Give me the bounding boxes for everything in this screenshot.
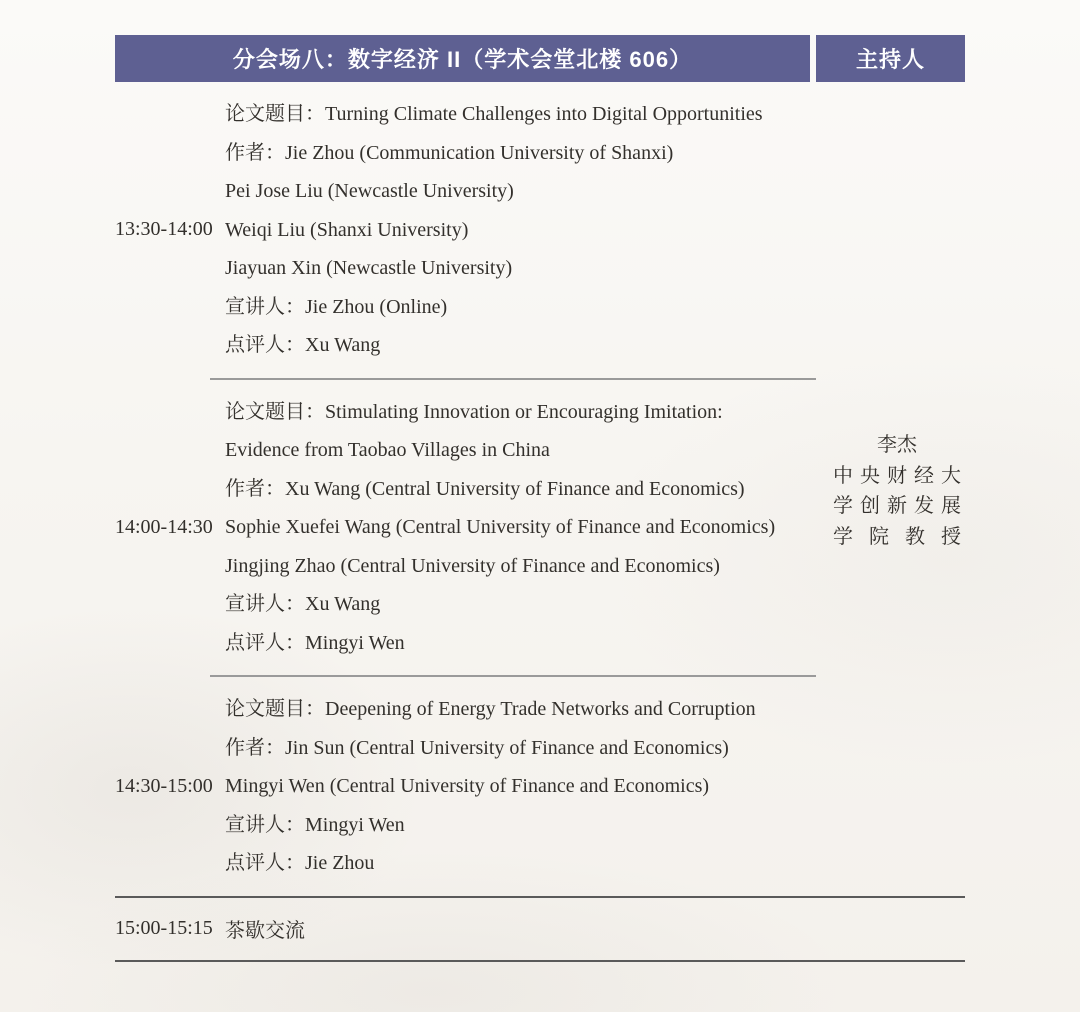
section-divider	[115, 960, 965, 962]
authors-line: 作者：Xu Wang (Central University of Finance and Economics)	[225, 477, 745, 500]
author-line: Sophie Xuefei Wang (Central University of Finance and Economics)	[225, 516, 776, 538]
session-title-bar	[115, 35, 810, 82]
moderator-header-label: 主持人	[855, 47, 925, 72]
moderator-affiliation-line: 学创新发展	[833, 495, 961, 517]
author-line: Jiayuan Xin (Newcastle University)	[225, 257, 513, 279]
discussant-line: 点评人：Jie Zhou	[225, 852, 375, 874]
presenter-line: 宣讲人：Jie Zhou (Online)	[225, 295, 448, 318]
tea-break-label: 茶歇交流	[225, 920, 305, 942]
session-time: 13:30-14:00	[115, 218, 213, 241]
moderator-info	[833, 430, 961, 552]
session-header-row	[115, 35, 965, 82]
program-content	[115, 35, 965, 962]
discussant-line: 点评人：Xu Wang	[225, 334, 381, 356]
session-details	[225, 690, 915, 883]
session-details	[225, 393, 915, 663]
session-time: 14:00-14:30	[115, 515, 213, 538]
session-block-3	[115, 677, 965, 896]
author-line: Weiqi Liu (Shanxi University)	[225, 218, 469, 241]
session-block-1	[115, 82, 965, 378]
session-title: 分会场八：数字经济 II（学术会堂北楼 606）	[232, 47, 693, 72]
moderator-affiliation-line: 中央财经大	[833, 464, 961, 487]
author-line: Mingyi Wen (Central University of Finance and Economics)	[225, 775, 710, 797]
author-line: Pei Jose Liu (Newcastle University)	[225, 180, 514, 202]
session-details	[225, 95, 915, 365]
discussant-line: 点评人：Mingyi Wen	[225, 631, 405, 654]
session-time: 14:30-15:00	[115, 774, 213, 797]
paper-title-line: 论文题目：Turning Climate Challenges into Digital Opportunities	[225, 103, 763, 125]
presenter-line: 宣讲人：Mingyi Wen	[225, 813, 405, 836]
moderator-header-cell	[816, 35, 965, 82]
tea-break-row	[115, 898, 965, 960]
authors-line: 作者：Jin Sun (Central University of Finance and Economics)	[225, 736, 729, 759]
moderator-affiliation-line: 学院教授	[833, 525, 961, 548]
author-line: Jingjing Zhao (Central University of Finance and Economics)	[225, 554, 720, 577]
paper-title-line: 论文题目：Deepening of Energy Trade Networks and Corruption	[225, 698, 756, 720]
paper-title-line: Evidence from Taobao Villages in China	[225, 439, 550, 461]
paper-title-line: 论文题目：Stimulating Innovation or Encouraging Imitation:	[225, 400, 723, 423]
authors-line: 作者：Jie Zhou (Communication University of Shanxi)	[225, 141, 674, 164]
tea-break-time: 15:00-15:15	[115, 917, 213, 939]
presenter-line: 宣讲人：Xu Wang	[225, 593, 381, 615]
moderator-name: 李杰	[877, 434, 917, 456]
